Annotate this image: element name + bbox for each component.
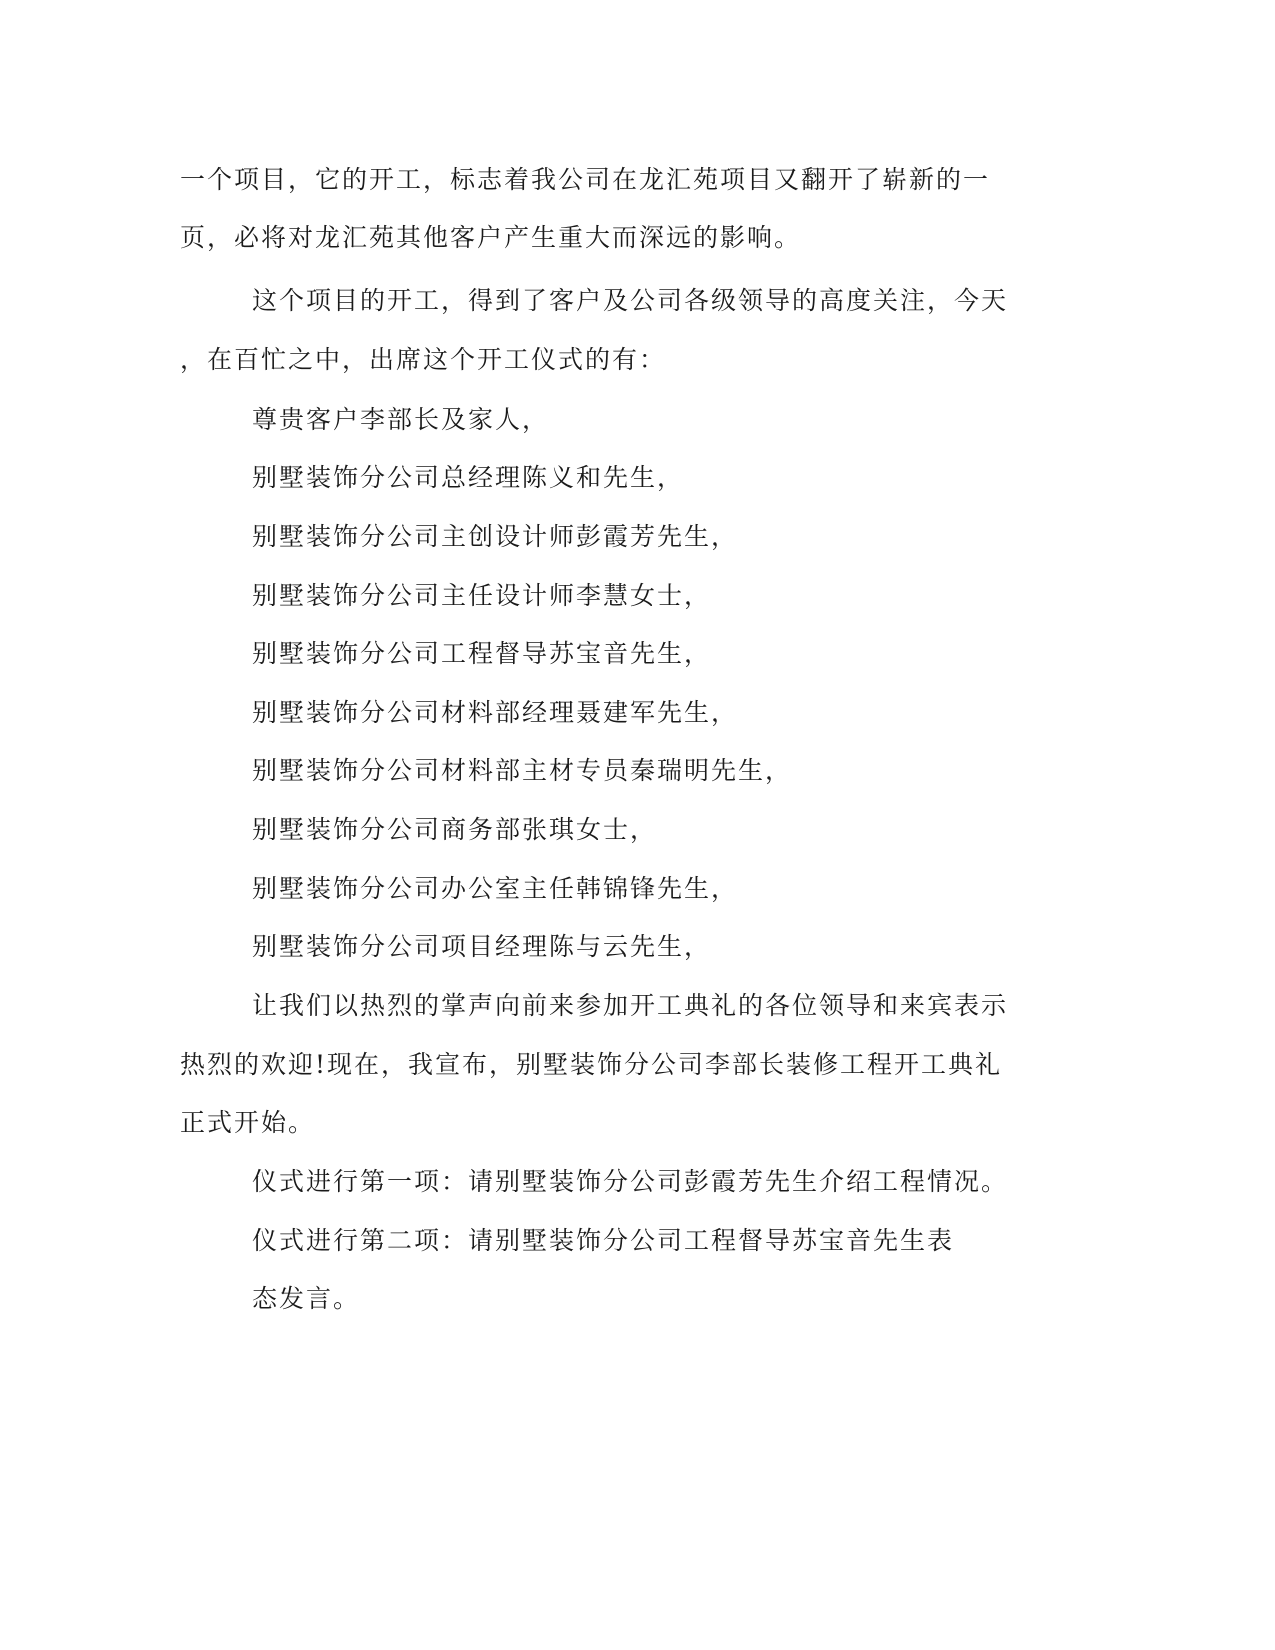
paragraph-line: 正式开始。 [180,1108,316,1137]
paragraph-line: 让我们以热烈的掌声向前来参加开工典礼的各位领导和来宾表示 [252,991,1009,1020]
attendee-line: 别墅装饰分公司办公室主任韩锦锋先生， [252,874,739,903]
ceremony-item-line: 仪式进行第二项：请别墅装饰分公司工程督导苏宝音先生表 [252,1226,955,1255]
paragraph-line: 页，必将对龙汇苑其他客户产生重大而深远的影响。 [180,223,802,252]
attendee-line: 别墅装饰分公司商务部张琪女士， [252,815,658,844]
attendee-line: 尊贵客户李部长及家人， [252,405,550,434]
attendee-line: 别墅装饰分公司主创设计师彭霞芳先生， [252,522,739,551]
paragraph-line: ，在百忙之中，出席这个开工仪式的有： [180,345,667,374]
attendee-line: 别墅装饰分公司总经理陈义和先生， [252,463,685,492]
ceremony-item-line: 仪式进行第一项：请别墅装饰分公司彭霞芳先生介绍工程情况。 [252,1167,1009,1196]
paragraph-line: 一个项目，它的开工，标志着我公司在龙汇苑项目又翻开了崭新的一 [180,165,991,194]
paragraph-line: 热烈的欢迎!现在，我宣布，别墅装饰分公司李部长装修工程开工典礼 [180,1050,1003,1079]
attendee-line: 别墅装饰分公司工程督导苏宝音先生， [252,639,712,668]
attendee-line: 别墅装饰分公司材料部经理聂建军先生， [252,698,739,727]
attendee-line: 别墅装饰分公司材料部主材专员秦瑞明先生， [252,756,793,785]
attendee-line: 别墅装饰分公司主任设计师李慧女士， [252,581,712,610]
paragraph-line: 这个项目的开工，得到了客户及公司各级领导的高度关注，今天 [252,286,1009,315]
attendee-line: 别墅装饰分公司项目经理陈与云先生， [252,932,712,961]
ceremony-item-line: 态发言。 [252,1284,361,1313]
